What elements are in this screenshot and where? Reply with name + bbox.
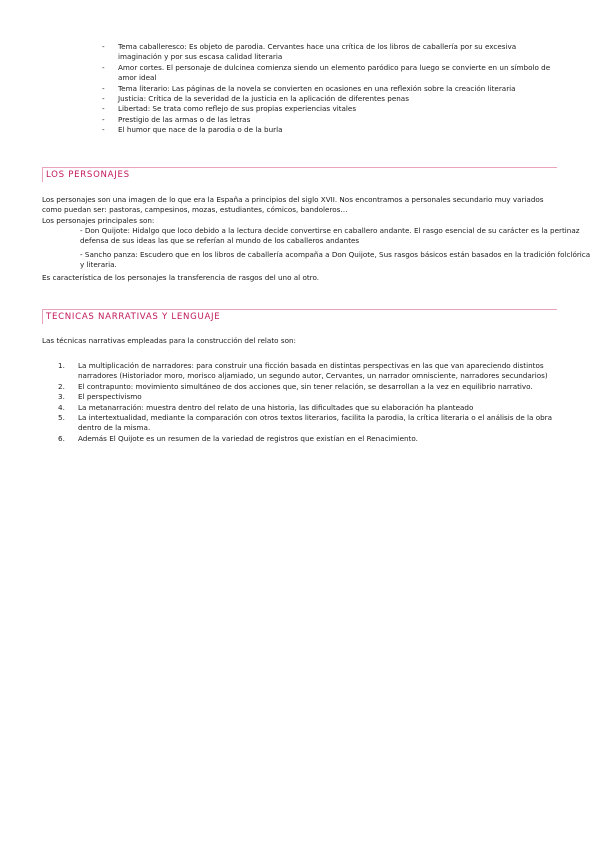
bullet-dash: - [102,42,105,51]
personajes-closing: Es característica de los personajes la transferencia de rasgos del uno al otro. [42,273,320,282]
list-item [102,62,558,84]
personaje-quijote: - Don Quijote: Hidalgo que loco debido a la lectura decide convertirse en caballero andante. El rasgo esencial de su carácter es la pertinaz defensa de sus ideas las que se referían al mundo de los caballeros andantes [80,226,580,246]
list-number: 4. [58,402,65,412]
list-item [102,104,558,114]
section-title: TECNICAS NARRATIVAS Y LENGUAJE [46,312,221,322]
tecnicas-intro: Las técnicas narrativas empleadas para la construcción del relato son: [42,336,296,345]
list-item-text: La metanarración: muestra dentro del relato de una historia, las dificultades que su elaboración ha planteado [78,402,474,412]
personajes-principales-label: Los personajes principales son: [42,216,155,225]
list-item-text: El perspectivismo [78,392,142,402]
list-number: 3. [58,392,65,402]
list-item [58,361,558,382]
list-item [58,434,558,444]
list-item [102,42,558,63]
list-item-text: Prestigio de las armas o de las letras [118,114,251,124]
list-item [58,392,558,402]
section-heading-tecnicas [42,309,557,324]
list-item [102,94,558,104]
list-item-text: El humor que nace de la parodia o de la burla [118,125,283,135]
list-item [58,382,558,392]
list-item [102,114,558,125]
section-heading-personajes [42,167,557,182]
bullet-dash: - [102,62,105,72]
list-item [58,413,558,434]
list-number: 6. [58,433,65,443]
personaje-sancho: - Sancho panza: Escudero que en los libros de caballería acompaña a Don Quijote, Sus rasgos básicos están basados en la tradición folclórica y literaria. [80,250,591,270]
list-item [102,125,558,135]
list-item-text: Amor cortes. El personaje de dulcinea comienza siendo un elemento paródico para luego se convierte en un símbolo de amor ideal [118,62,551,83]
list-number: 5. [58,413,65,423]
list-item-text: Tema caballeresco: Es objeto de parodia. Cervantes hace una crítica de los libros de caballería por su excesiva imaginación y por sus escasa calidad literaria [118,42,517,62]
list-item-text: Además El Quijote es un resumen de la variedad de registros que existían en el Renacimiento. [78,433,418,443]
bullet-dash: - [102,125,105,135]
list-item-text: Justicia: Crítica de la severidad de la justicia en la aplicación de diferentes penas [118,94,409,104]
section-title: LOS PERSONAJES [46,170,130,180]
list-item-text: El contrapunto: movimiento simultáneo de dos acciones que, sin tener relación, se desarrollan a la vez en equilibrio narrativo. [78,381,533,391]
list-item-text: La multiplicación de narradores: para construir una ficción basada en distintas perspectivas en las que van apareciendo distintos narradores (Historiador moro, morisco aljamiado, un segundo autor, Cervantes, un narrador omnisciente, narradores secundarios) [78,361,548,381]
list-number: 1. [58,361,65,370]
list-item [102,83,558,94]
personajes-intro: Los personajes son una imagen de lo que era la España a principios del siglo XVII. Nos encontramos a personales secundario muy variados como puedan ser: pastoras, campesinos, mozas, estudiantes, cómicos, bandoleros… [42,195,544,215]
bullet-dash: - [102,94,105,104]
list-item [58,403,558,413]
tecnicas-list [58,361,558,444]
bullet-dash: - [102,104,105,114]
list-item-text: Tema literario: Las páginas de la novela se convierten en ocasiones en una reflexión sobre la creación literaria [118,83,516,93]
bullet-dash: - [102,83,105,93]
bullet-dash: - [102,114,105,124]
list-item-text: La intertextualidad, mediante la comparación con otros textos literarios, facilita la parodia, la crítica literaria o el análisis de la obra dentro de la misma. [78,413,553,433]
list-item-text: Libertad: Se trata como reflejo de sus propias experiencias vitales [118,104,357,114]
themes-list [102,42,558,136]
list-number: 2. [58,381,65,391]
